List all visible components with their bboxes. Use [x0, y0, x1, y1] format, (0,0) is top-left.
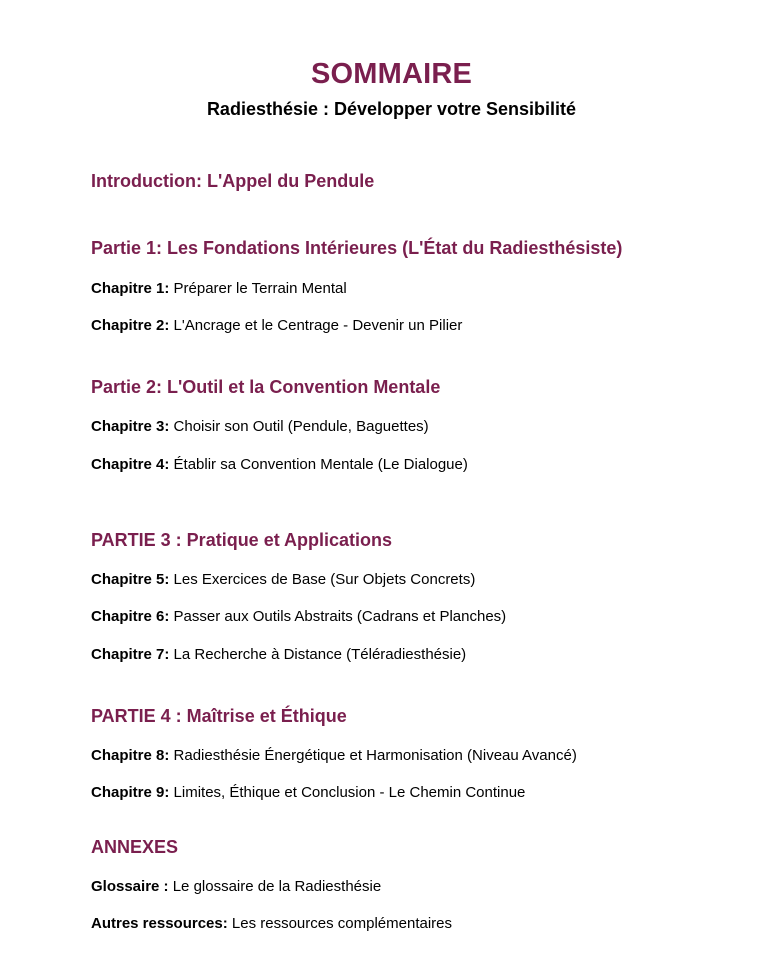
- toc-entry-chapitre-3: [91, 418, 429, 435]
- section-heading-partie-1: Partie 1: Les Fondations Intérieures (L'État du Radiesthésiste): [91, 238, 623, 258]
- toc-entry-text: Les Exercices de Base (Sur Objets Concrets): [169, 571, 476, 588]
- toc-entry-text: La Recherche à Distance (Téléradiesthésie): [169, 646, 467, 663]
- toc-entry-chapitre-2: [91, 317, 462, 334]
- toc-entry-label: Chapitre 4:: [91, 456, 170, 473]
- toc-entry-chapitre-1: [91, 280, 347, 297]
- toc-entry-label: Chapitre 1:: [91, 280, 170, 297]
- toc-entry-label: Chapitre 2:: [91, 317, 170, 334]
- toc-entry-label: Chapitre 3:: [91, 418, 170, 435]
- toc-entry-label: Chapitre 7:: [91, 646, 170, 663]
- section-heading-partie-3: PARTIE 3 : Pratique et Applications: [91, 530, 393, 550]
- section-heading-partie-2: Partie 2: L'Outil et la Convention Mentale: [91, 377, 441, 397]
- toc-entry-chapitre-6: [91, 608, 506, 625]
- toc-entry-label: Chapitre 6:: [91, 608, 170, 625]
- toc-entry-chapitre-8: [91, 747, 577, 764]
- toc-entry-label: Chapitre 8:: [91, 747, 170, 764]
- toc-entry-autres-ressources: [91, 915, 452, 932]
- section-heading-partie-4: PARTIE 4 : Maîtrise et Éthique: [91, 706, 347, 726]
- toc-entry-text: Choisir son Outil (Pendule, Baguettes): [169, 418, 429, 435]
- toc-entry-chapitre-5: [91, 571, 475, 588]
- toc-entry-text: L'Ancrage et le Centrage - Devenir un Pilier: [169, 317, 463, 334]
- toc-entry-chapitre-9: [91, 784, 525, 801]
- toc-entry-label: Chapitre 9:: [91, 784, 170, 801]
- section-heading-annexes: ANNEXES: [91, 837, 179, 857]
- page-subtitle: Radiesthésie : Développer votre Sensibilité: [206, 99, 577, 119]
- toc-entry-text: Radiesthésie Énergétique et Harmonisation (Niveau Avancé): [169, 747, 577, 764]
- toc-entry-text: Le glossaire de la Radiesthésie: [168, 878, 382, 895]
- section-heading-introduction: Introduction: L'Appel du Pendule: [91, 171, 375, 191]
- toc-entry-text: Les ressources complémentaires: [227, 915, 452, 932]
- toc-entry-chapitre-7: [91, 646, 466, 663]
- toc-entry-text: Passer aux Outils Abstraits (Cadrans et Planches): [169, 608, 507, 625]
- toc-entry-label: Autres ressources:: [91, 915, 228, 932]
- toc-entry-text: Préparer le Terrain Mental: [169, 280, 347, 297]
- toc-entry-text: Limites, Éthique et Conclusion - Le Chemin Continue: [169, 784, 526, 801]
- toc-entry-glossaire: [91, 878, 381, 895]
- toc-entry-text: Établir sa Convention Mentale (Le Dialogue): [169, 456, 468, 473]
- toc-entry-label: Chapitre 5:: [91, 571, 170, 588]
- toc-entry-label: Glossaire :: [91, 878, 169, 895]
- page-title: SOMMAIRE: [310, 58, 473, 90]
- toc-entry-chapitre-4: [91, 456, 468, 473]
